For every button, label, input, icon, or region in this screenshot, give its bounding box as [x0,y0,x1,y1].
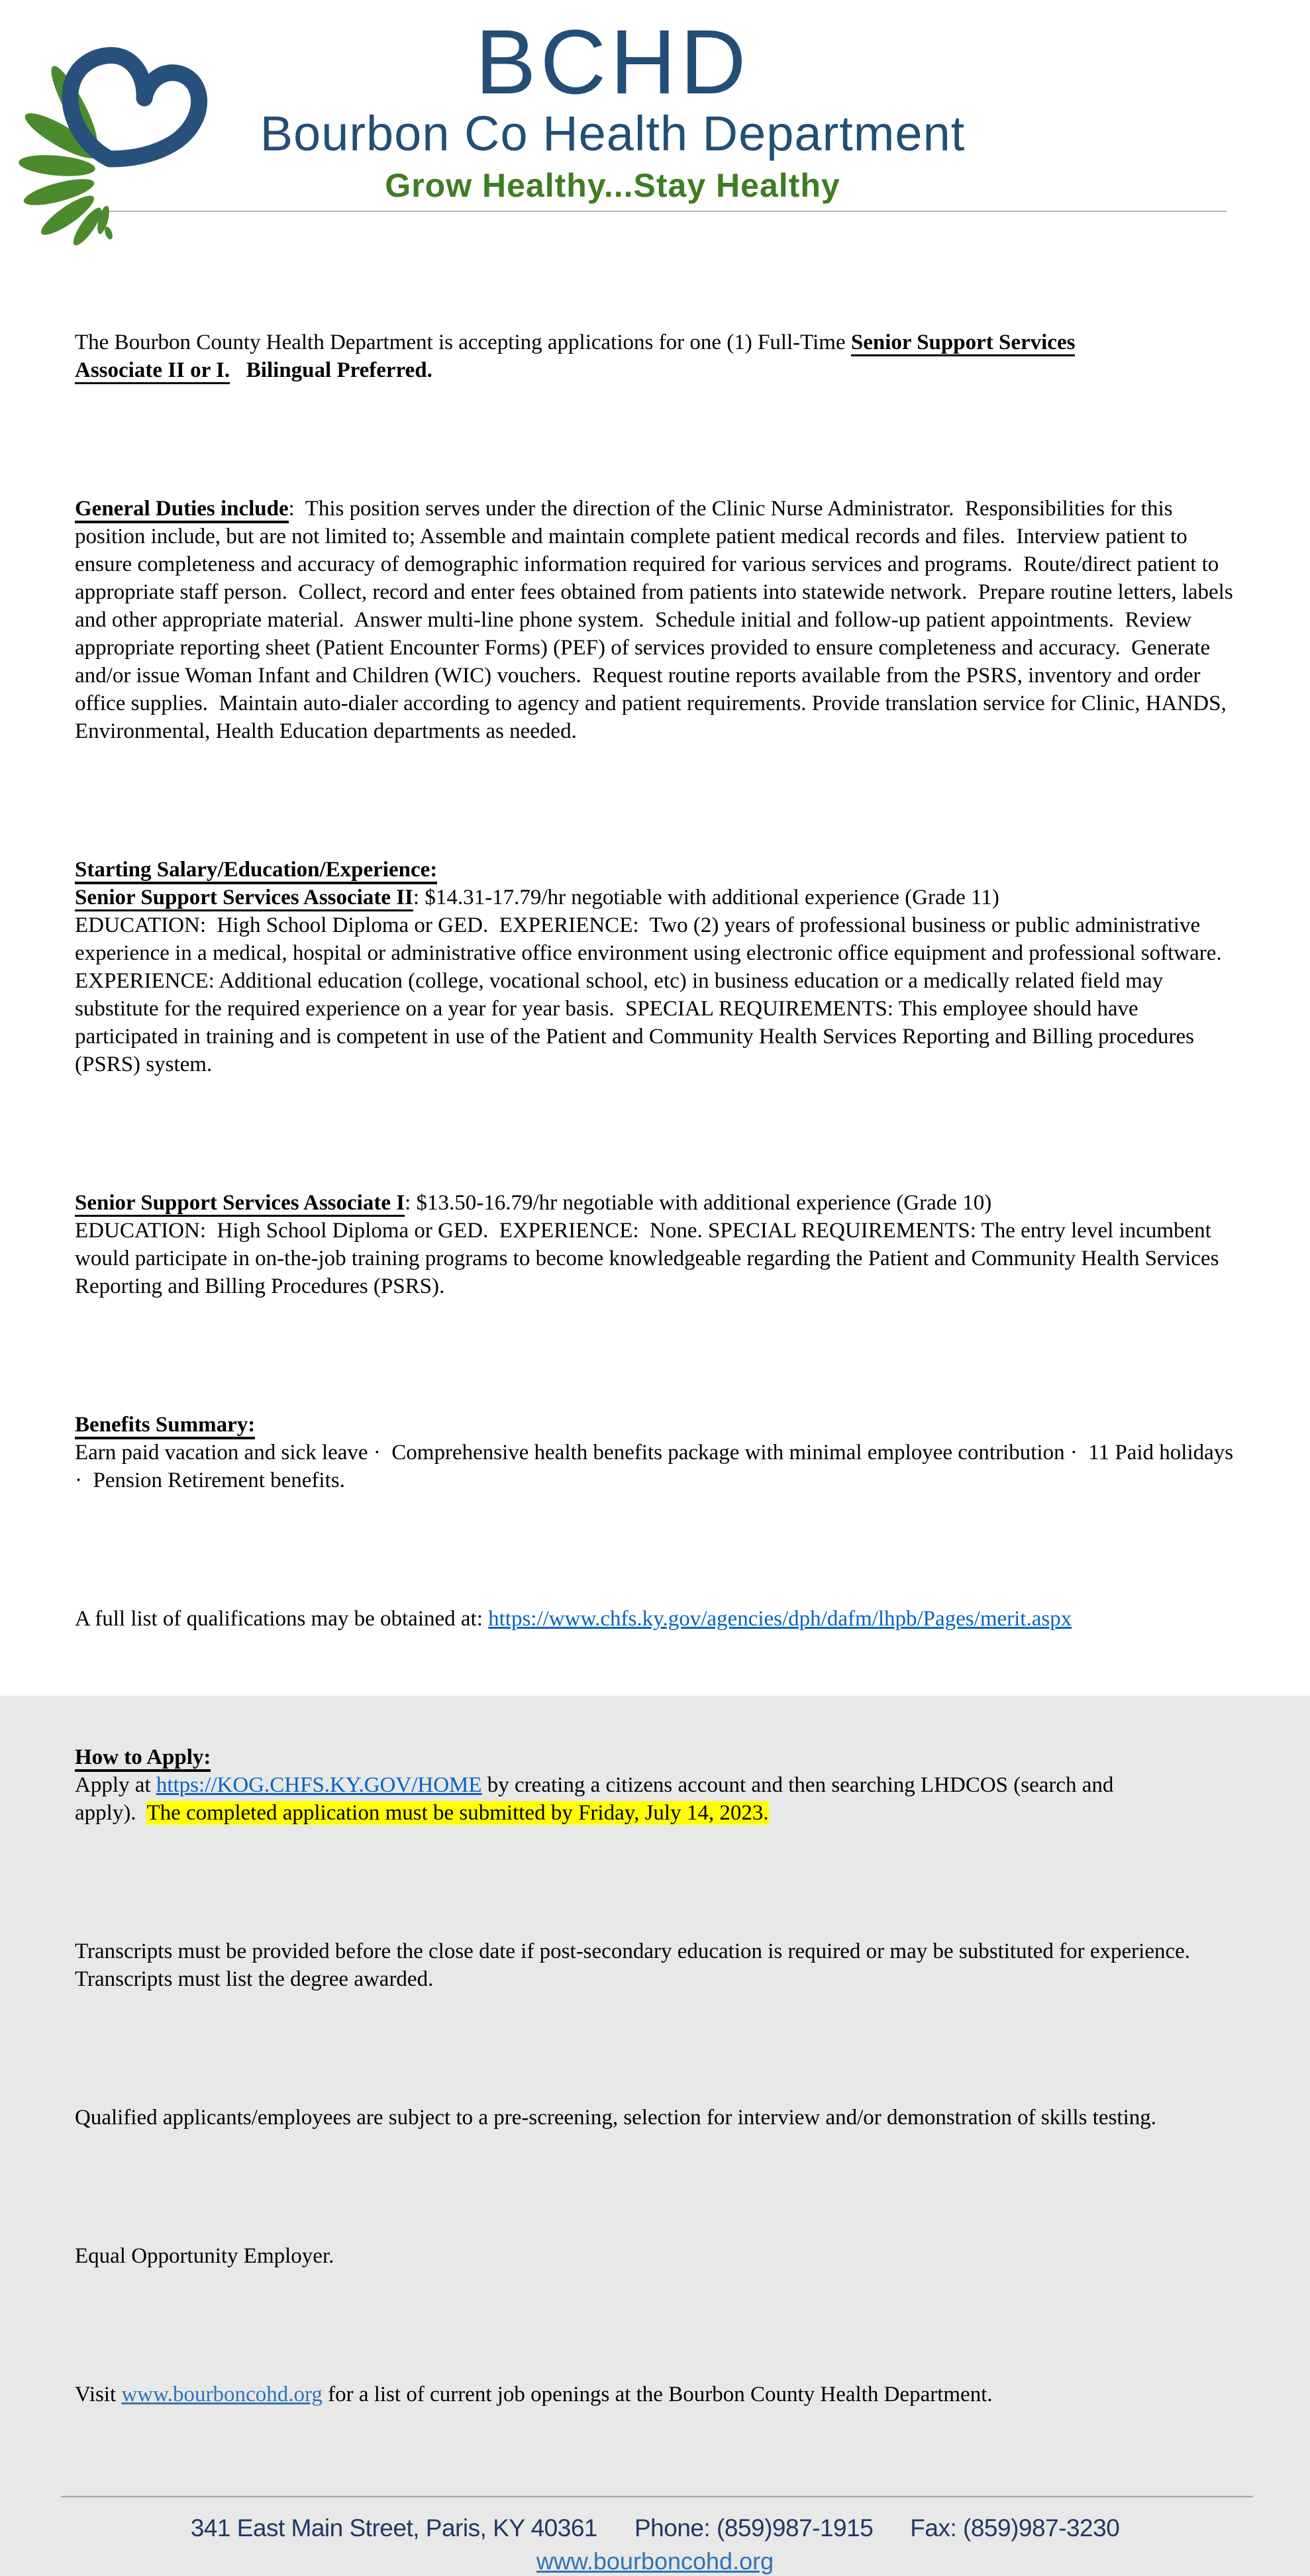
intro-gap [230,358,246,382]
footer-website-line [0,2547,1310,2576]
associate-i-paragraph [75,1189,1238,1300]
org-name: Bourbon Co Health Department [260,106,966,161]
position-title-line1: Senior Support Services [851,331,1076,356]
associate-ii-salary: : $14.31-17.79/hr negotiable with additional experience (Grade 11) [413,886,999,909]
general-duties-text: : This position serves under the direction of the Clinic Nurse Administrator. Responsibilities for this position include, but are not limited to; Assemble and maintain complete patient medical records and files. Interview patient to ensure completeness and accuracy of demographic information required for various services and programs. Route/direct patient to appropriate staff person. Collect, record and enter fees obtained from patients into statewide network. Prepare routine letters, labels and other appropriate material. Answer multi-line phone system. Schedule initial and follow-up patient appointments. Review appropriate reporting sheet (Patient Encounter Forms) (PEF) of services provided to ensure completeness and accuracy. Generate and/or issue Woman Infant and Children (WIC) vouchers. Request routine reports available from the PSRS, inventory and order office supplies. Maintain auto-dialer according to agency and patient requirements. Provide translation service for Clinic, HANDS, Environmental, Health Education departments as needed. [75,497,1238,743]
eoe-paragraph: Equal Opportunity Employer. [75,2244,334,2268]
qualifications-link[interactable]: https://www.chfs.ky.gov/agencies/dph/dafm/lhpb/Pages/merit.aspx [488,1607,1072,1631]
bchd-logo [3,46,231,238]
intro-lead: The Bourbon County Health Department is accepting applications for one (1) Full-Time [75,331,851,354]
org-acronym: BCHD [475,11,750,113]
openings-text-before: Visit [75,2383,122,2406]
posting-body [75,212,1238,2492]
associate-ii-title: Senior Support Services Associate II [75,886,413,911]
kog-portal-link[interactable]: https://KOG.CHFS.KY.GOV/HOME [156,1773,482,1797]
footer-phone: Phone: (859)987-1915 [634,2514,874,2542]
prescreening-paragraph: Qualified applicants/employees are subject to a pre-screening, selection for interview and/or demonstration of skills testing. [75,2106,1157,2130]
associate-i-title: Senior Support Services Associate I [75,1191,405,1217]
footer-fax: Fax: (859)987-3230 [910,2514,1120,2542]
bourboncohd-link[interactable]: www.bourboncohd.org [121,2383,323,2406]
salary-section-heading: Starting Salary/Education/Experience: [75,858,437,884]
footer-address: 341 East Main Street, Paris, KY 40361 [190,2514,597,2542]
logo-heart-icon [70,56,199,159]
associate-i-salary: : $13.50-16.79/hr negotiable with additional experience (Grade 10) [405,1191,992,1215]
intro-paragraph [75,329,1238,384]
how-to-apply-heading: How to Apply: [75,1745,211,1772]
associate-i-details: EDUCATION: High School Diploma or GED. EXPERIENCE: None. SPECIAL REQUIREMENTS: The entry level incumbent would participate in on-the-job training programs to become knowledgeable regarding the Patient and Community Health Services Reporting and Billing Procedures (PSRS). [75,1219,1225,1298]
apply-text-line1: by creating a citizens account and then searching LHDCOS (search and [481,1773,1114,1797]
openings-paragraph [75,2381,1238,2408]
qualifications-text: A full list of qualifications may be obtained at: [75,1607,489,1631]
letterhead [0,0,1310,212]
associate-ii-details: EDUCATION: High School Diploma or GED. EXPERIENCE: Two (2) years of professional business or public administrative experience in a medical, hospital or administrative office environment using electronic office equipment and professional software. EXPERIENCE: Additional education (college, vocational school, etc) in business education or a medically related field may substitute for the required experience on a year for year basis. SPECIAL REQUIREMENTS: This employee should have participated in training and is competent in use of the Patient and Community Health Services Reporting and Billing procedures (PSRS) system. [75,913,1227,1076]
benefits-paragraph [75,1411,1238,1494]
footer-contact-line [0,2514,1310,2543]
qualifications-paragraph [75,1605,1238,1633]
footer [0,2496,1310,2576]
general-duties-paragraph [75,495,1238,745]
org-slogan: Grow Healthy...Stay Healthy [385,167,840,204]
bilingual-note: Bilingual Preferred. [246,358,432,382]
transcripts-paragraph: Transcripts must be provided before the close date if post-secondary education is required or may be substituted for experience. Transcripts must list the degree awarded. [75,1939,1201,1991]
apply-text-before-link: Apply at [75,1773,156,1797]
openings-text-after: for a list of current job openings at the Bourbon County Health Department. [322,2383,993,2406]
benefits-heading: Benefits Summary: [75,1413,255,1439]
deadline-highlight: The completed application must be submitted by Friday, July 14, 2023. [146,1801,769,1825]
footer-website-link[interactable]: www.bourboncohd.org [536,2548,774,2575]
general-duties-heading: General Duties include [75,497,289,523]
apply-text-line2: apply). [75,1801,147,1825]
associate-ii-paragraph [75,856,1238,1078]
position-title-line2: Associate II or I. [75,358,230,384]
apply-paragraph [75,1743,1238,1827]
footer-divider [61,2496,1253,2498]
benefits-text: Earn paid vacation and sick leave · Comprehensive health benefits package with minimal employee contribution · 11 Paid holidays · Pension Retirement benefits. [75,1441,1239,1492]
